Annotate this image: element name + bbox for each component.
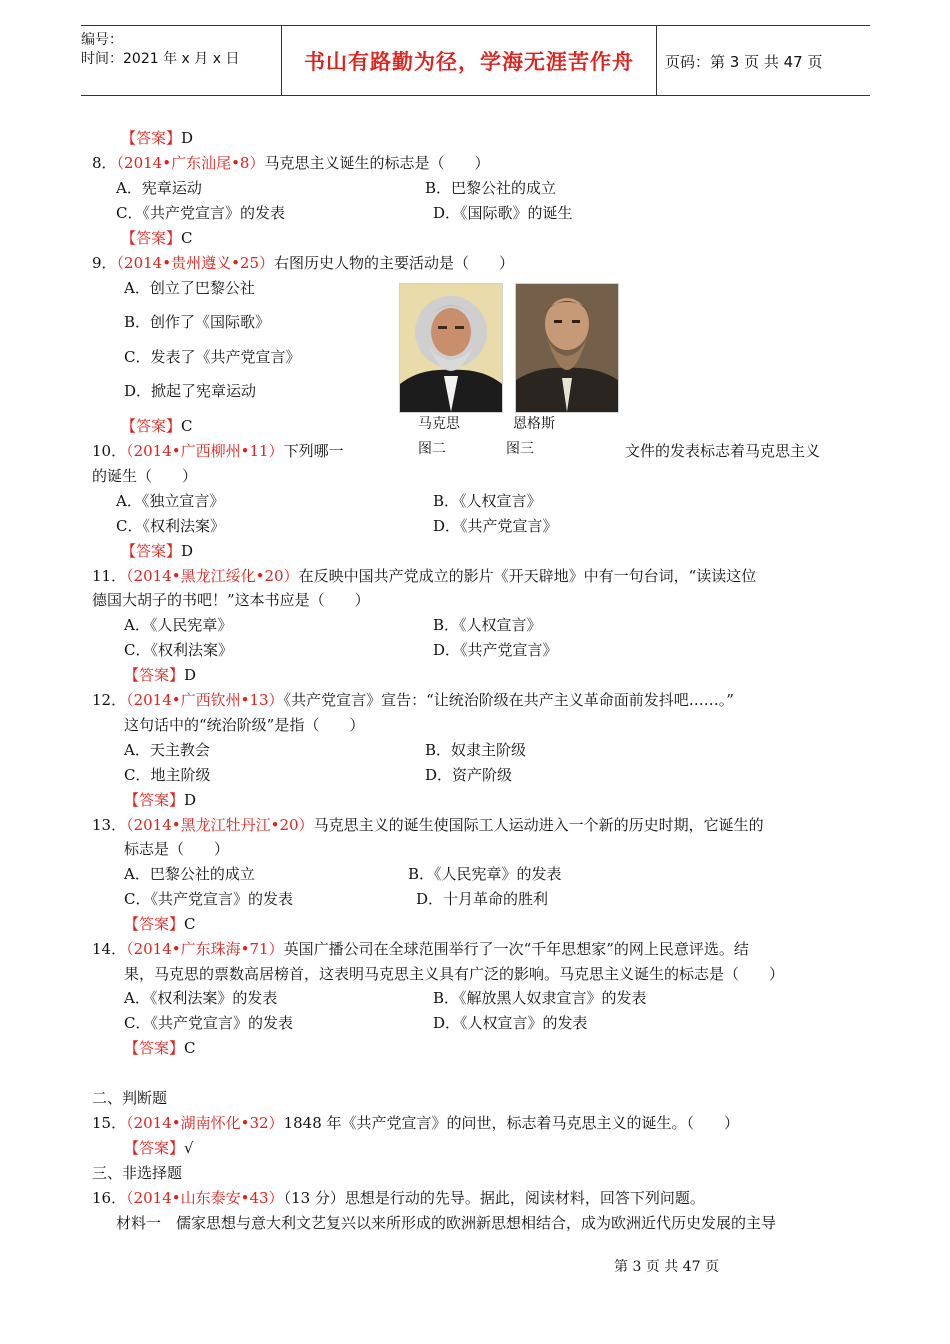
option-a: A．巴黎公社的成立 xyxy=(124,865,255,883)
answer-line xyxy=(121,541,193,561)
option-d: D．《共产党宣言》 xyxy=(433,641,558,659)
question-text-wrap: 标志是（ ） xyxy=(124,840,230,858)
question-source: （2014•广东汕尾•8） xyxy=(116,154,265,172)
option-c: C．《权利法案》 xyxy=(124,641,233,659)
marx-caption: 马克思 xyxy=(418,416,460,432)
question-source: （2014•广西钦州•13） xyxy=(126,691,284,709)
page-footer: 第 3 页 共 47 页 xyxy=(614,1259,719,1275)
option-a: A．《人民宪章》 xyxy=(124,616,233,634)
answer-line xyxy=(124,790,196,810)
answer-value: √ xyxy=(184,1139,194,1157)
time-label: 时间：2021 年 x 月 x 日 xyxy=(81,51,240,67)
marx-portrait xyxy=(399,283,503,413)
engels-caption: 恩格斯 xyxy=(513,416,555,432)
answer-label: 【答案】 xyxy=(121,417,182,435)
option-c: C．发表了《共产党宣言》 xyxy=(124,348,301,366)
option-c: C．《共产党宣言》的发表 xyxy=(124,890,293,908)
answer-line xyxy=(124,1138,194,1158)
question-stem xyxy=(92,153,489,173)
question-text: 马克思主义的诞生使国际工人运动进入一个新的历史时期，它诞生的 xyxy=(313,816,764,834)
question-source: （2014•黑龙江绥化•20） xyxy=(126,567,299,585)
number-label: 编号： xyxy=(81,32,123,48)
option-a: A．《独立宣言》 xyxy=(116,492,225,510)
marx-portrait-drawing xyxy=(400,284,502,412)
answer-value: C xyxy=(181,229,193,247)
option-b: B．《解放黑人奴隶宣言》的发表 xyxy=(433,989,647,1007)
header-meta xyxy=(81,26,281,95)
question-number: 13． xyxy=(92,816,127,834)
question-source: （2014•湖南怀化•32） xyxy=(126,1114,284,1132)
question-text-wrap: 的诞生（ ） xyxy=(92,467,198,485)
answer-value: D xyxy=(184,791,197,809)
option-a: A．宪章运动 xyxy=(116,179,202,197)
question-stem xyxy=(92,815,764,835)
question-text-wrap: 这句话中的“统治阶级”是指（ ） xyxy=(124,716,365,734)
question-text: 《共产党宣言》宣告：“让统治阶级在共产主义革命面前发抖吧……。” xyxy=(283,691,734,709)
answer-line xyxy=(121,416,193,436)
option-a: A．《权利法案》的发表 xyxy=(124,989,278,1007)
question-source: （2014•广东珠海•71） xyxy=(126,940,284,958)
answer-line xyxy=(124,665,196,685)
option-b: B．《人权宣言》 xyxy=(433,492,542,510)
question-source: （2014•黑龙江牡丹江•20） xyxy=(126,816,314,834)
option-d: D．十月革命的胜利 xyxy=(416,890,549,908)
option-b: B．巴黎公社的成立 xyxy=(425,179,557,197)
answer-line xyxy=(121,228,193,248)
option-d: D．资产阶级 xyxy=(425,766,513,784)
page-number-label: 页码：第 3 页 共 47 页 xyxy=(665,53,823,71)
answer-label: 【答案】 xyxy=(124,1039,185,1057)
option-c: C．《共产党宣言》的发表 xyxy=(124,1014,293,1032)
question-stem xyxy=(92,566,756,586)
question-stem xyxy=(92,1188,705,1208)
answer-label: 【答案】 xyxy=(121,129,182,147)
option-b: B．《人权宣言》 xyxy=(433,616,542,634)
option-a: A．天主教会 xyxy=(124,741,210,759)
question-stem xyxy=(92,441,344,461)
question-number: 14． xyxy=(92,940,127,958)
answer-value: D xyxy=(181,129,194,147)
question-number: 16． xyxy=(92,1189,127,1207)
question-stem xyxy=(92,690,734,710)
answer-label: 【答案】 xyxy=(124,666,185,684)
option-d: D．《国际歌》的诞生 xyxy=(433,204,573,222)
figure-2-label: 图二 xyxy=(418,441,446,457)
question-stem xyxy=(92,1113,739,1133)
question-text: 马克思主义诞生的标志是（ ） xyxy=(264,154,490,172)
answer-label: 【答案】 xyxy=(124,791,185,809)
material-one: 材料一 儒家思想与意大利文艺复兴以来所形成的欧洲新思想相结合，成为欧洲近代历史发展的主导 xyxy=(116,1214,777,1232)
question-number: 8． xyxy=(92,154,117,172)
answer-line xyxy=(124,1038,196,1058)
question-text-wrap: 德国大胡子的书吧！”这本书应是（ ） xyxy=(92,591,370,609)
answer-label: 【答案】 xyxy=(121,542,182,560)
engels-portrait xyxy=(515,283,619,413)
answer-label: 【答案】 xyxy=(124,915,185,933)
answer-value: D xyxy=(184,666,197,684)
motto: 书山有路勤为径，学海无涯苦作舟 xyxy=(304,50,634,74)
question-number: 10． xyxy=(92,442,127,460)
option-b: B．《人民宪章》的发表 xyxy=(408,865,562,883)
section-heading-true-false: 二、判断题 xyxy=(92,1089,168,1107)
page-header xyxy=(81,25,870,96)
question-text: 下列哪一 xyxy=(283,442,344,460)
question-source: （2014•山东泰安•43） xyxy=(126,1189,284,1207)
option-c: C．《权利法案》 xyxy=(116,517,225,535)
question-stem xyxy=(92,939,749,959)
question-text-continued: 文件的发表标志着马克思主义 xyxy=(625,442,821,460)
question-number: 9． xyxy=(92,254,117,272)
option-b: B．奴隶主阶级 xyxy=(425,741,527,759)
question-source: （2014•贵州遵义•25） xyxy=(116,254,275,272)
option-a: A．创立了巴黎公社 xyxy=(124,279,255,297)
question-number: 15． xyxy=(92,1114,127,1132)
option-d: D．掀起了宪章运动 xyxy=(124,382,257,400)
answer-value: C xyxy=(181,417,193,435)
question-text-wrap: 果，马克思的票数高居榜首，这表明马克思主义具有广泛的影响。马克思主义诞生的标志是（ ） xyxy=(124,965,785,983)
question-text: 右图历史人物的主要活动是（ ） xyxy=(274,254,515,272)
answer-label: 【答案】 xyxy=(121,229,182,247)
answer-line xyxy=(124,914,196,934)
option-c: C．地主阶级 xyxy=(124,766,211,784)
option-b: B．创作了《国际歌》 xyxy=(124,313,271,331)
question-text: 1848 年《共产党宣言》的问世，标志着马克思主义的诞生。（ ） xyxy=(283,1114,740,1132)
answer-line xyxy=(121,128,193,148)
question-text: （13 分）思想是行动的先导。据此，阅读材料，回答下列问题。 xyxy=(283,1189,705,1207)
figure-3-label: 图三 xyxy=(506,441,534,457)
answer-value: C xyxy=(184,915,196,933)
header-motto-cell xyxy=(281,26,657,95)
answer-value: C xyxy=(184,1039,196,1057)
question-text: 在反映中国共产党成立的影片《开天辟地》中有一句台词，“读读这位 xyxy=(298,567,757,585)
header-page-cell xyxy=(655,26,870,95)
engels-portrait-drawing xyxy=(516,284,618,412)
section-heading-non-choice: 三、非选择题 xyxy=(92,1164,183,1182)
option-d: D．《共产党宣言》 xyxy=(433,517,558,535)
option-d: D．《人权宣言》的发表 xyxy=(433,1014,588,1032)
question-number: 11． xyxy=(92,567,127,585)
option-c: C．《共产党宣言》的发表 xyxy=(116,204,285,222)
question-text: 英国广播公司在全球范围举行了一次“千年思想家”的网上民意评选。结 xyxy=(283,940,749,958)
answer-label: 【答案】 xyxy=(124,1139,185,1157)
question-number: 12． xyxy=(92,691,127,709)
question-source: （2014•广西柳州•11） xyxy=(126,442,284,460)
question-stem xyxy=(92,253,514,273)
answer-value: D xyxy=(181,542,194,560)
